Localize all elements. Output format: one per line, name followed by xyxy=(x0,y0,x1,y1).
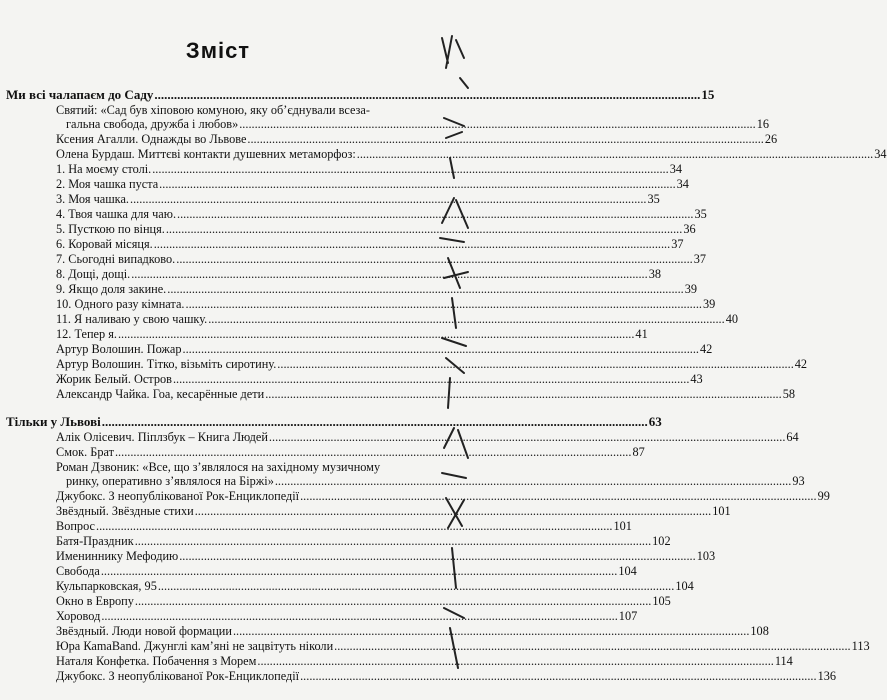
page-number: 41 xyxy=(635,327,648,341)
page-number: 104 xyxy=(618,564,637,578)
toc-entry[interactable]: Кульпарковская, 95 ..... 104 xyxy=(56,579,400,593)
page-number: 64 xyxy=(786,430,799,444)
toc-entry[interactable]: Александр Чайка. Гоа, кесарённые дети ..... 58 xyxy=(56,387,400,401)
decorative-scribble-graphic xyxy=(434,28,474,678)
page-number: 113 xyxy=(851,639,870,653)
toc-entry[interactable]: Юра КаmaBand. Джунглі кам’яні не зацвітуть ніколи ..... 113 xyxy=(56,639,400,653)
toc-section-heading[interactable] xyxy=(6,414,662,429)
toc-entry[interactable]: Имениннику Мефодию ..... 103 xyxy=(56,549,400,563)
toc-entry[interactable]: Джубокс. З неопублікованої Рок-Енциклопедії ..... 99 xyxy=(56,489,400,503)
page-number: 99 xyxy=(817,489,830,503)
toc-entry[interactable]: Звёздный. Звёздные стихи ..... 101 xyxy=(56,504,400,518)
page-number: 37 xyxy=(671,237,684,251)
page-number: 136 xyxy=(817,669,837,683)
page-number: 101 xyxy=(613,519,632,533)
page-number: 36 xyxy=(683,222,696,236)
page-number: 39 xyxy=(702,297,716,311)
page-number: 104 xyxy=(675,579,694,593)
toc-entry[interactable]: Артур Волошин. Пожар ..... 42 xyxy=(56,342,400,356)
section-title: Тільки у Львові xyxy=(6,414,101,429)
toc-entry[interactable]: Смок. Брат ..... 87 xyxy=(56,445,400,459)
toc-entry[interactable]: Наталя Конфетка. Побачення з Морем ..... 114 xyxy=(56,654,400,668)
toc-entry[interactable]: 12. Тепер я. ..... 41 xyxy=(56,327,400,341)
toc-entry[interactable]: 2. Моя чашка пуста ..... 34 xyxy=(56,177,400,191)
toc-entry[interactable]: Олена Бурдаш. Миттєві контакти душевних метаморфоз: ..... 34 xyxy=(56,147,400,161)
page-number: 105 xyxy=(652,594,671,608)
page-number: 35 xyxy=(647,192,660,206)
page-number: 102 xyxy=(652,534,671,548)
page-number: 108 xyxy=(750,624,769,638)
page-number: 35 xyxy=(694,207,707,221)
page-number: 34 xyxy=(669,162,682,176)
toc-entry[interactable]: Алік Олісевич. Піплзбук – Книга Людей ..... 64 xyxy=(56,430,400,444)
toc-entry[interactable]: 5. Пусткою по вінця. ..... 36 xyxy=(56,222,400,236)
toc-entry[interactable]: Ксения Агалли. Однажды во Львове ..... 26 xyxy=(56,132,400,146)
section-title: Ми всі чалапаєм до Саду xyxy=(6,87,154,102)
page-number: 103 xyxy=(696,549,716,563)
page-number: 107 xyxy=(618,609,638,623)
toc-entry[interactable]: ринку, оперативно з’являлося на Біржі» ..... 93 xyxy=(66,474,400,488)
toc-entry-line[interactable]: Святий: «Сад був хіповою комуною, яку об’єднували всеза- xyxy=(56,103,370,117)
toc-entry[interactable]: 10. Одного разу кімната. ..... 39 xyxy=(56,297,400,311)
toc-entry-line[interactable]: Роман Дзвоник: «Все, що з’являлося на західному музичному xyxy=(56,460,381,474)
page-number: 114 xyxy=(774,654,793,668)
toc-entry[interactable]: 9. Якщо доля закине. ..... 39 xyxy=(56,282,400,296)
page-number: 43 xyxy=(690,372,703,386)
page-number: 40 xyxy=(725,312,738,326)
page-number: 39 xyxy=(684,282,698,296)
page-number: 34 xyxy=(874,147,887,161)
page-number: 42 xyxy=(700,342,713,356)
page-number: 37 xyxy=(693,252,707,266)
toc-entry[interactable]: 3. Моя чашка. ..... 35 xyxy=(56,192,400,206)
toc-entry[interactable]: Вопрос ..... 101 xyxy=(56,519,400,533)
toc-entry[interactable]: Свобода ..... 104 xyxy=(56,564,400,578)
page-number: 42 xyxy=(794,357,808,371)
page-number: 58 xyxy=(782,387,795,401)
page-number: 26 xyxy=(764,132,778,146)
page-number: 38 xyxy=(648,267,661,281)
toc-entry[interactable]: Батя-Праздник ..... 102 xyxy=(56,534,400,548)
toc-section-heading[interactable] xyxy=(6,87,715,102)
page-number: 34 xyxy=(676,177,689,191)
page-number: 15 xyxy=(701,87,715,102)
toc-entry[interactable]: Звёздный. Люди новой формации ..... 108 xyxy=(56,624,400,638)
toc-entry[interactable]: гальна свобода, дружба і любов» ..... 16 xyxy=(66,117,400,131)
toc-entry[interactable]: 11. Я наливаю у свою чашку. ..... 40 xyxy=(56,312,400,326)
page-title: Зміст xyxy=(185,38,251,63)
page-number: 16 xyxy=(756,117,769,131)
page-number: 101 xyxy=(712,504,731,518)
toc-entry[interactable]: 8. Дощі, дощі. ..... 38 xyxy=(56,267,400,281)
toc-entry[interactable]: 1. На моєму столі. ..... 34 xyxy=(56,162,400,176)
toc-entry[interactable]: Хоровод ..... 107 xyxy=(56,609,400,623)
toc-entry[interactable]: 4. Твоя чашка для чаю. ..... 35 xyxy=(56,207,400,221)
toc-entry[interactable]: Окно в Европу ..... 105 xyxy=(56,594,400,608)
page-number: 63 xyxy=(648,414,662,429)
toc-entry[interactable]: 6. Коровай місяця. ..... 37 xyxy=(56,237,400,251)
page-number: 87 xyxy=(632,445,645,459)
toc-entry[interactable]: Жорик Белый. Остров ..... 43 xyxy=(56,372,400,386)
toc-entry[interactable]: 7. Сьогодні випадково. ..... 37 xyxy=(56,252,400,266)
page-number: 93 xyxy=(792,474,805,488)
toc-entry[interactable]: Артур Волошин. Тітко, візьміть сиротину. ..... 42 xyxy=(56,357,400,371)
toc-entry[interactable]: Джубокс. З неопублікованої Рок-Енциклопедії ..... 136 xyxy=(56,669,400,683)
